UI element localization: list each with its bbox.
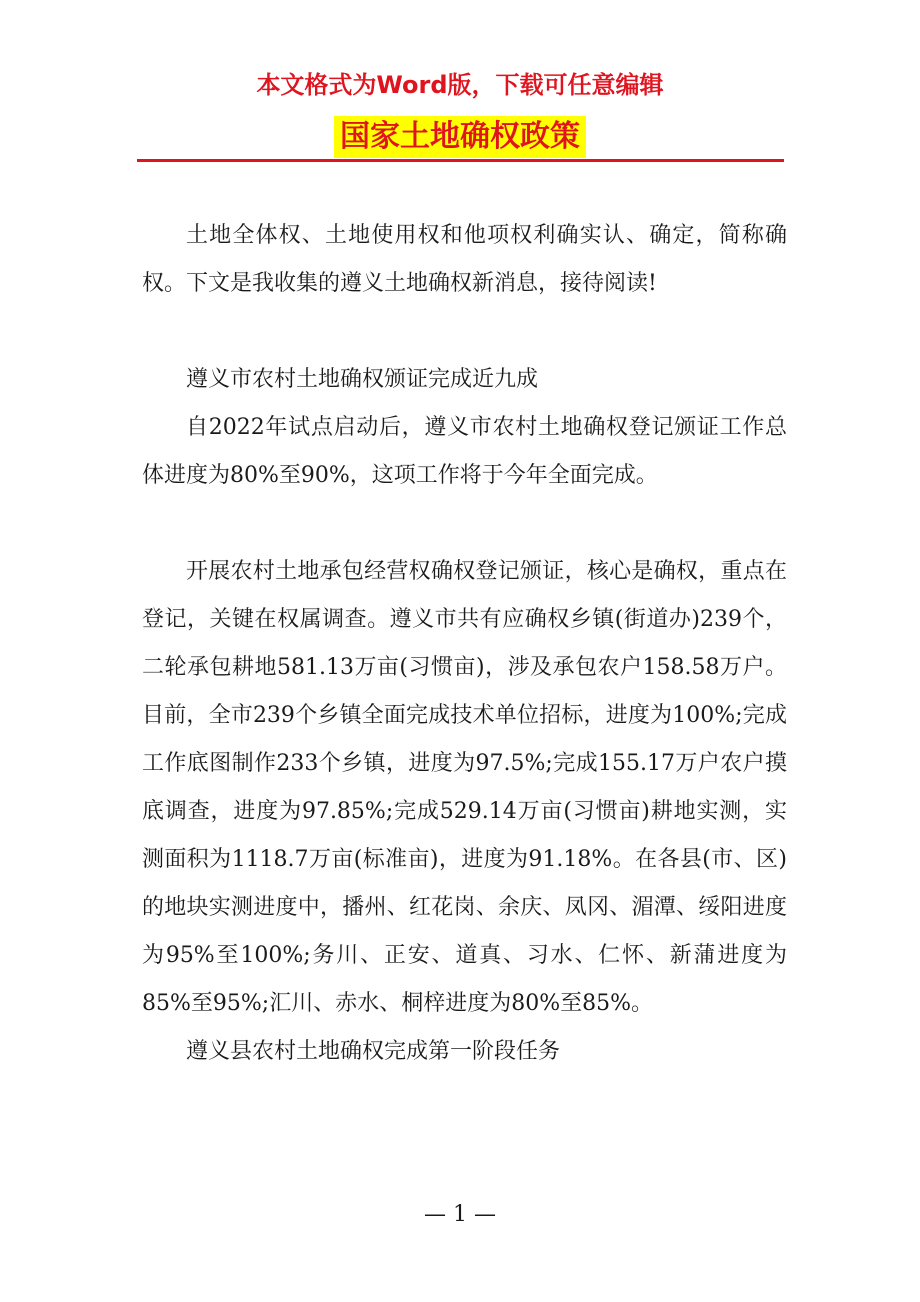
intro-paragraph: 土地全体权、土地使用权和他项权利确实认、确定，简称确权。下文是我收集的遵义土地确权新消息，接待阅读! xyxy=(142,223,787,296)
title-block xyxy=(0,116,920,158)
format-notice: 本文格式为Word版，下载可任意编辑 xyxy=(256,71,664,99)
document-title: 国家土地确权政策 xyxy=(334,116,586,158)
section-heading: 遵义县农村土地确权完成第一阶段任务 xyxy=(186,1039,561,1064)
title-divider xyxy=(137,159,784,162)
body-paragraph: 开展农村土地承包经营权确权登记颁证，核心是确权，重点在登记，关键在权属调查。遵义市共有应确权乡镇(街道办)239个，二轮承包耕地581.13万亩(习惯亩)，涉及承包农户158.58万户。目前，全市239个乡镇全面完成技术单位招标，进度为100%;完成工作底图制作233个乡镇，进度为97.5%;完成155.17万户农户摸底调查，进度为97.85%;完成529.14万亩(习惯亩)耕地实测，实测面积为1118.7万亩(标准亩)，进度为91.18%。在各县(市、区)的地块实测进度中，播州、红花岗、余庆、凤冈、湄潭、绥阳进度为95%至100%;务川、正安、道真、习水、仁怀、新蒲进度为85%至95%;汇川、赤水、桐梓进度为80%至85%。 xyxy=(142,559,787,1016)
page-number: — 1 — xyxy=(424,1202,496,1227)
section-heading: 遵义市农村土地确权颁证完成近九成 xyxy=(186,367,539,392)
document-body xyxy=(142,212,787,1076)
paragraph-spacer xyxy=(142,308,787,356)
body-paragraph: 自2022年试点启动后，遵义市农村土地确权登记颁证工作总体进度为80%至90%，这项工作将于今年全面完成。 xyxy=(142,415,787,488)
paragraph-spacer xyxy=(142,500,787,548)
